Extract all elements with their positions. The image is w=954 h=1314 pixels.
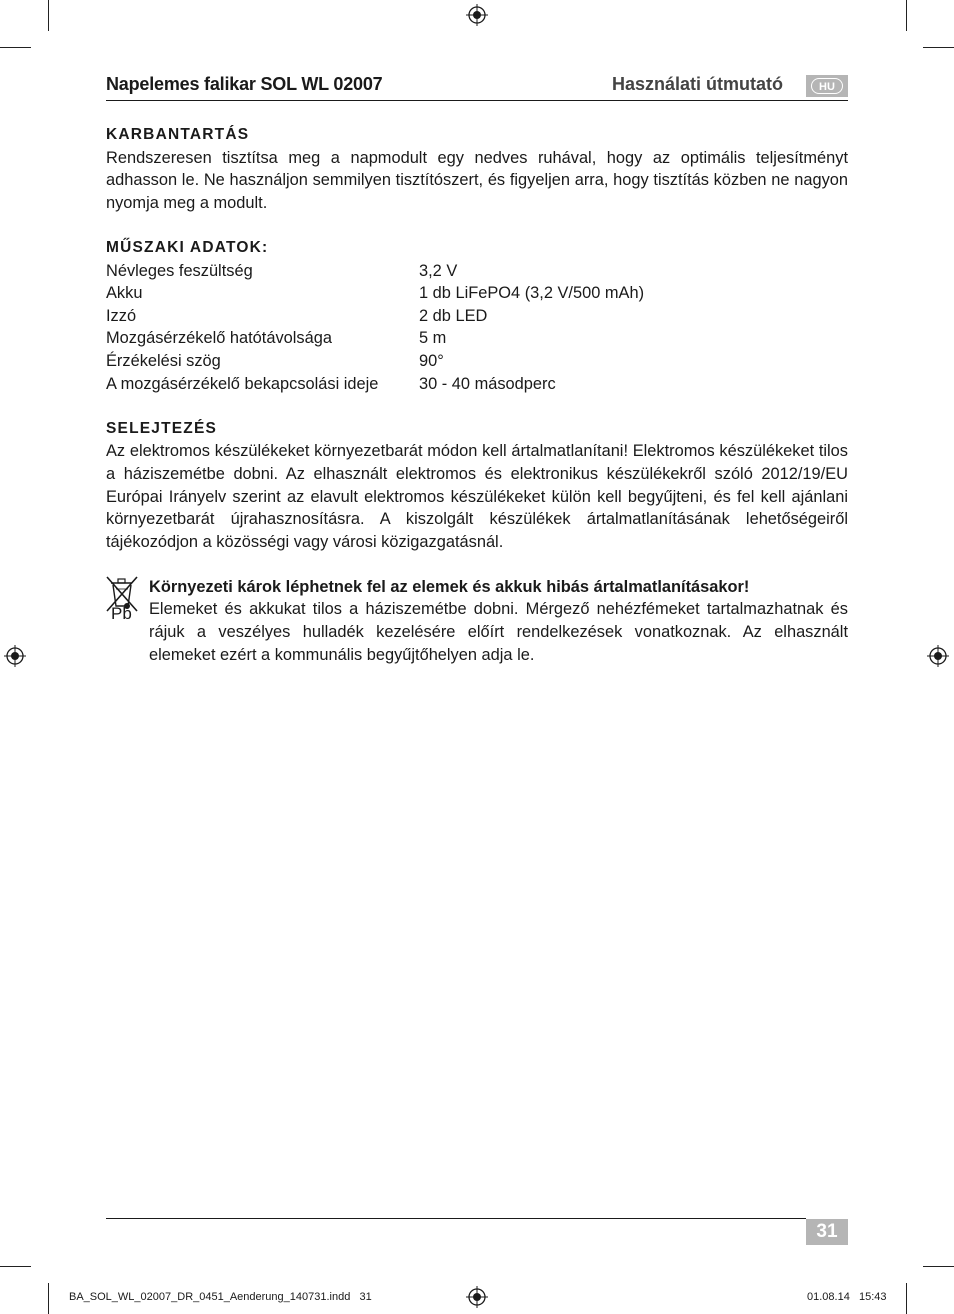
- product-title: Napelemes falikar SOL WL 02007: [106, 74, 383, 94]
- crop-mark: [923, 47, 954, 48]
- page-content: [106, 124, 848, 666]
- battery-warning-text: Elemeket és akkukat tilos a háziszemétbe dobni. Mérgező nehézfémeket tartalmazhatnak és rájuk a veszélyes hulladék kezelésére előírt rendelkezések vonatkoznak. Az elhasznált elemeket ezért a kommunális begyűjtőhelyen adja le.: [149, 600, 848, 664]
- registration-mark-icon: [927, 645, 949, 667]
- spec-value: 90°: [419, 351, 444, 370]
- battery-warning-heading: Környezeti károk léphetnek fel az elemek és akkuk hibás ártalmatlanításakor!: [149, 577, 750, 596]
- page-number: 31: [806, 1219, 848, 1245]
- spec-value: 1 db LiFePO4 (3,2 V/500 mAh): [419, 284, 645, 303]
- spec-row: [106, 282, 848, 305]
- registration-mark-icon: [466, 4, 488, 26]
- specs-table: [106, 260, 848, 396]
- manual-title: Használati útmutató: [611, 74, 783, 94]
- specs-heading: MŰSZAKI ADATOK:: [106, 238, 269, 256]
- spec-value: 2 db LED: [419, 306, 488, 325]
- spec-row: [106, 373, 848, 396]
- spec-label: Mozgásérzékelő hatótávolsága: [106, 329, 332, 348]
- spec-row: [106, 260, 848, 283]
- print-slug-datetime: 01.08.14 15:43: [807, 1291, 887, 1303]
- crop-mark: [0, 47, 31, 48]
- maintenance-text: Rendszeresen tisztítsa meg a napmodult egy nedves ruhával, hogy az optimális teljesítményt adhasson le. Ne használjon semmilyen tisztítószert, és figyeljen arra, hogy tisztítás közben ne nagyon nyomja meg a modult.: [106, 148, 848, 212]
- registration-mark-icon: [466, 1286, 488, 1308]
- page-header: [106, 72, 848, 101]
- crop-mark: [0, 1266, 31, 1267]
- pb-label: Pb: [111, 603, 132, 623]
- crop-mark: [906, 1283, 907, 1314]
- spec-row: [106, 305, 848, 328]
- registration-mark-icon: [4, 645, 26, 667]
- spec-label: Izzó: [106, 306, 137, 325]
- battery-warning-body: [149, 576, 848, 666]
- spec-label: Akku: [106, 284, 143, 303]
- maintenance-heading: KARBANTARTÁS: [106, 126, 250, 143]
- spec-label: Érzékelési szög: [106, 351, 221, 370]
- disposal-heading: SELEJTEZÉS: [106, 419, 218, 437]
- spec-label: A mozgásérzékelő bekapcsolási ideje: [106, 374, 379, 393]
- language-tab: [806, 75, 848, 97]
- spec-value: 30 - 40 másodperc: [419, 374, 556, 393]
- footer-rule: [106, 1218, 806, 1219]
- battery-warning: [106, 576, 848, 666]
- spec-value: 3,2 V: [419, 261, 458, 280]
- disposal-text: Az elektromos készülékeket környezetbarát módon kell ártalmatlanítani! Elektromos készülékeket tilos a háziszemétbe dobni. Az elhasznált elektromos és elektronikus készülékekről szóló 2012/19/EU Európai Irányelv szerint az elavult elektromos készülékeket külön kell begyűjteni, és fel kell ajánlani környezetbarát újrahasznosításra. A kiszolgált készülékek ártalmatlanításának lehetőségeiről tájékozódjon a közösségi vagy városi közigazgatásnál.: [106, 442, 848, 551]
- crop-mark: [906, 0, 907, 31]
- crop-mark: [923, 1266, 954, 1267]
- spec-label: Névleges feszültség: [106, 261, 253, 280]
- language-badge: HU: [811, 78, 843, 94]
- print-slug-filename: BA_SOL_WL_02007_DR_0451_Aenderung_140731.indd 31: [69, 1291, 372, 1303]
- crossed-bin-pb-icon: [106, 576, 149, 666]
- spec-row: [106, 350, 848, 373]
- crop-mark: [48, 0, 49, 31]
- crop-mark: [48, 1283, 49, 1314]
- spec-value: 5 m: [419, 329, 447, 348]
- spec-row: [106, 327, 848, 350]
